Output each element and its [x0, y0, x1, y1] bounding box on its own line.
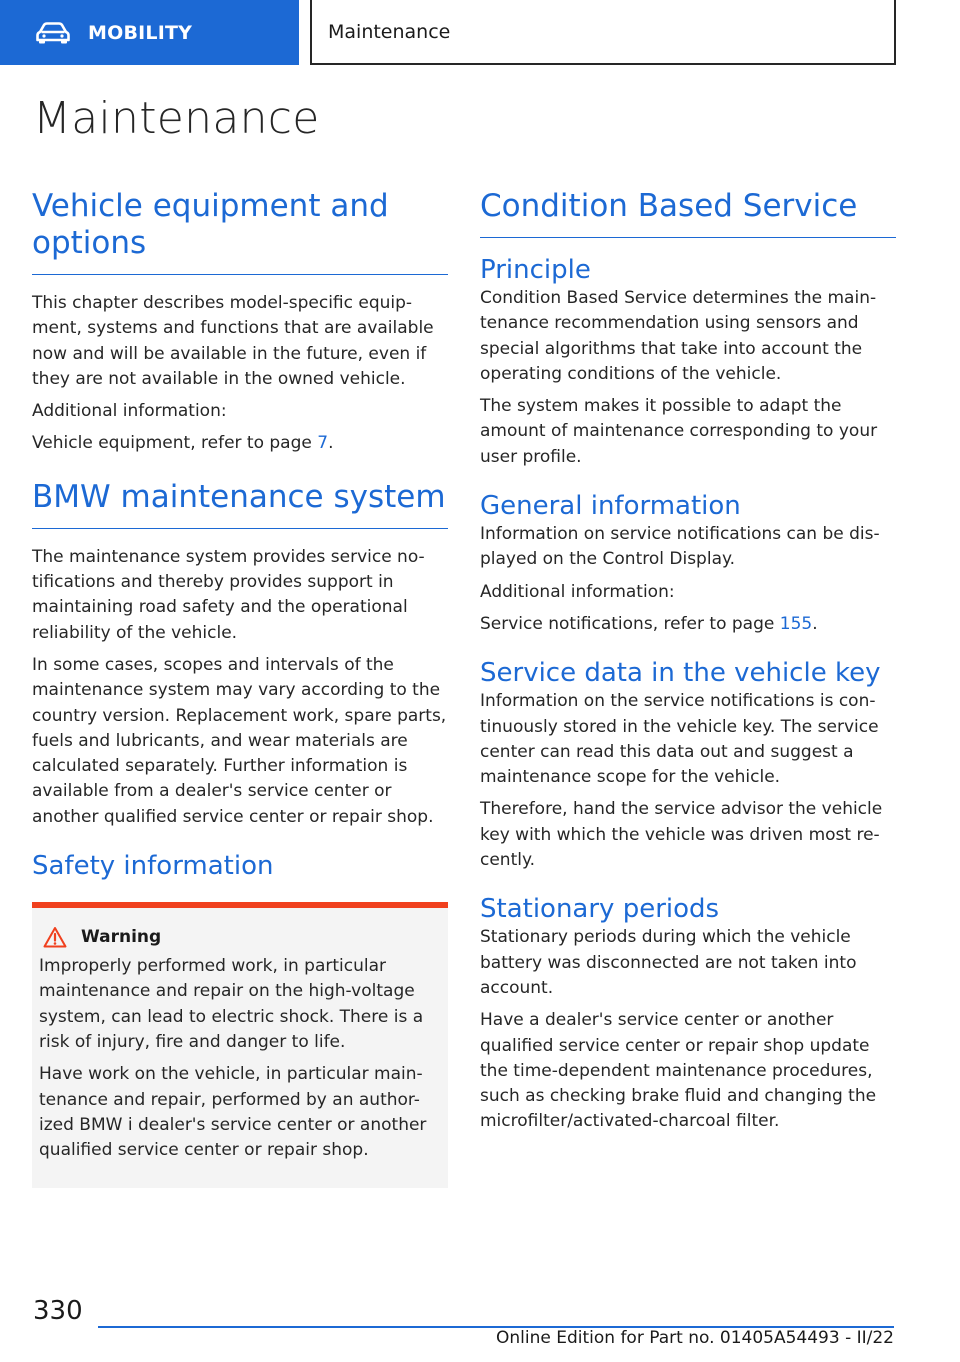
paragraph: Have a dealer's service center or another qualified service center or repair shop update the time-dependent maintenance procedures, such as checking brake fluid and changing the microfilter/activated-charcoal filter.	[480, 1010, 877, 1132]
page-title: Maintenance	[33, 93, 320, 144]
page-link-155[interactable]: 155	[779, 613, 813, 634]
paragraph: Information on service notifications can be dis-played on the Control Display.	[480, 524, 880, 570]
text: Vehicle equipment, refer to page	[32, 433, 318, 454]
warning-header	[39, 926, 439, 948]
paragraph: Additional information:	[32, 401, 227, 422]
paragraph: Condition Based Service determines the main-tenance recommendation using sensors and special algorithms that take into account the operating conditions of the vehicle.	[480, 288, 877, 384]
paragraph: The system makes it possible to adapt the amount of maintenance corresponding to your user profile.	[480, 396, 878, 467]
paragraph	[32, 431, 448, 456]
chapter-tab[interactable]	[310, 0, 896, 65]
heading-principle: Principle	[480, 255, 591, 285]
paragraph: Stationary periods during which the vehicle battery was disconnected are not taken into account.	[480, 927, 857, 998]
text: Service notifications, refer to page	[480, 613, 780, 634]
warning-paragraph: Have work on the vehicle, in particular main-tenance and repair, performed by an author-ized BMW i dealer's service center or another qualified service center or repair shop.	[39, 1064, 427, 1161]
edition-text: Online Edition for Part no. 01405A54493 - II/22	[495, 1328, 894, 1348]
warning-box	[32, 902, 448, 1188]
page-number: 330	[33, 1296, 83, 1326]
paragraph: Therefore, hand the service advisor the vehicle key with which the vehicle was driven most re-cently.	[480, 799, 883, 871]
car-icon	[36, 22, 70, 44]
paragraph	[480, 612, 896, 637]
warning-title: Warning	[81, 927, 162, 948]
warning-triangle-icon	[43, 926, 67, 948]
right-column	[480, 188, 896, 1142]
paragraph: Information on the service notifications is con-tinuously stored in the vehicle key. The service center can read this data out and suggest a maintenance scope for the vehicle.	[480, 691, 879, 788]
text: .	[328, 433, 334, 454]
chapter-label: Maintenance	[328, 20, 451, 43]
paragraph: This chapter describes model-specific equip-ment, systems and functions that are available now and will be available in the future, even if they are not available in the owned vehicle.	[32, 293, 434, 389]
paragraph: The maintenance system provides service no-tifications and thereby provides support in maintaining road safety and the operational reliability of the vehicle.	[32, 546, 425, 643]
heading-service-data-key: Service data in the vehicle key	[480, 658, 881, 689]
heading-maintenance-system: BMW maintenance system	[32, 479, 448, 529]
paragraph: Additional information:	[480, 581, 675, 602]
heading-vehicle-equipment: Vehicle equipment and options	[32, 188, 448, 275]
left-column	[32, 188, 448, 1188]
warning-paragraph: Improperly performed work, in particular maintenance and repair on the high-voltage system, can lead to electric shock. There is a risk of injury, fire and danger to life.	[39, 956, 424, 1052]
heading-safety-information: Safety information	[32, 851, 274, 882]
heading-stationary-periods: Stationary periods	[480, 894, 720, 925]
page-link-7[interactable]: 7	[317, 433, 329, 454]
section-tab[interactable]	[0, 0, 299, 65]
section-label: MOBILITY	[88, 21, 193, 44]
heading-condition-based-service: Condition Based Service	[480, 188, 896, 238]
heading-general-information: General information	[480, 491, 741, 522]
paragraph: In some cases, scopes and intervals of the maintenance system may vary according to the country version. Replacement work, spare parts, fuels and lubricants, and wear materials are calculated separately. Further information is available from a dealer's service center or another qualified service center or repair shop.	[32, 654, 447, 827]
text: .	[812, 613, 818, 634]
